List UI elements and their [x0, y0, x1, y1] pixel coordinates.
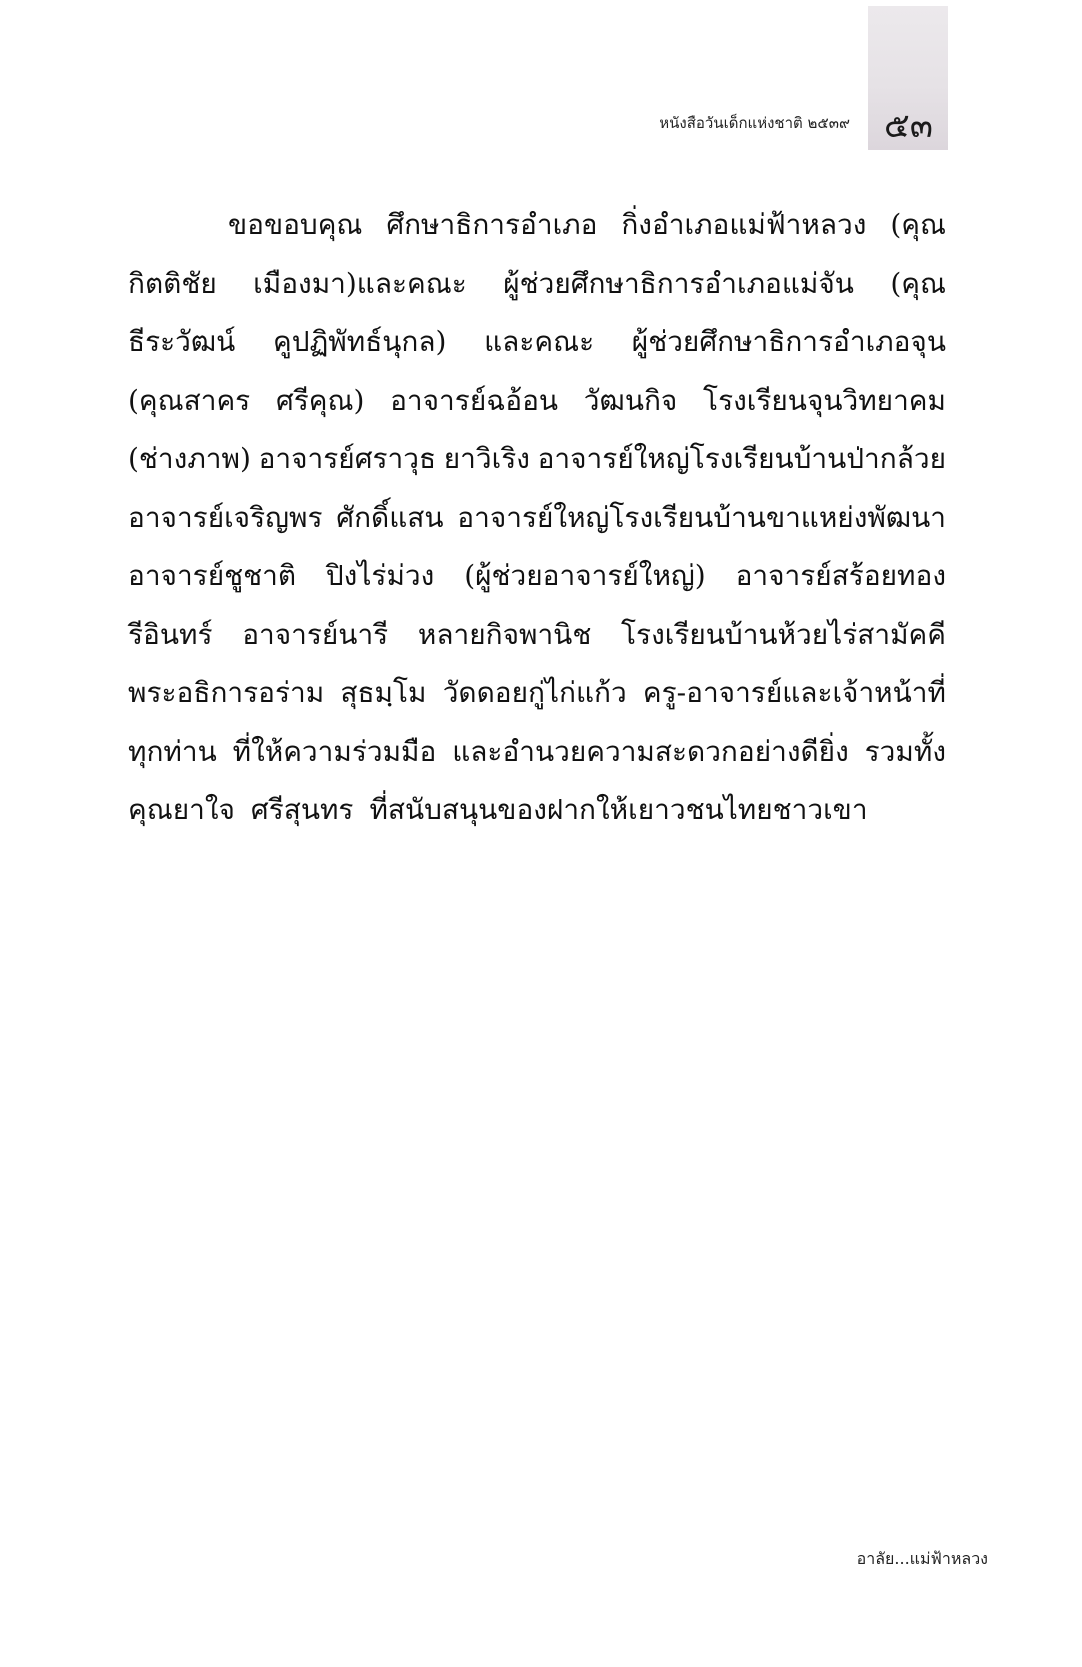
- line-word: (คุณ: [890, 266, 946, 300]
- line-word: ครู-อาจารย์และเจ้าหน้าที่: [642, 676, 946, 709]
- line-word: ยาวิเริง: [443, 442, 530, 475]
- line-word: ธีระวัฒน์: [128, 325, 236, 358]
- line-word: ที่สนับสนุนของฝากให้เยาวชนไทยชาวเขา: [369, 793, 868, 826]
- paragraph-line: [128, 547, 946, 606]
- paragraph-line: [128, 372, 946, 431]
- line-word: (คุณ: [890, 208, 946, 241]
- line-word: โรงเรียนจุนวิทยาคม: [703, 383, 946, 417]
- body-paragraph: [128, 196, 946, 840]
- line-word: ศักดิ์แสน: [336, 500, 444, 534]
- line-word: อาจารย์นารี: [242, 617, 389, 651]
- line-word: (คุณสาคร: [128, 383, 251, 417]
- line-word: วัดดอยกู่ไก่แก้ว: [442, 676, 627, 709]
- paragraph-line: [128, 430, 946, 489]
- line-word: หลายกิจพานิช: [417, 617, 592, 651]
- line-word: พระอธิการอร่าม: [128, 676, 325, 709]
- line-word: (ช่างภาพ): [128, 442, 251, 475]
- line-word: เมืองมา)และคณะ: [253, 266, 467, 300]
- paragraph-line: [128, 606, 946, 665]
- paragraph-line: [128, 313, 946, 372]
- line-word: อาจารย์สร้อยทอง: [735, 559, 946, 592]
- paragraph-line: [128, 781, 946, 840]
- running-header: หนังสือวันเด็กแห่งชาติ ๒๕๓๙: [659, 114, 850, 132]
- page-number: ๕๓: [884, 106, 933, 146]
- line-word: ที่ให้ความร่วมมือ: [232, 734, 437, 768]
- line-word: อาจารย์ใหญ่โรงเรียนบ้านป่ากล้วย: [537, 442, 946, 475]
- line-word: คูปฏิพัทธ์นุกล): [272, 325, 447, 358]
- line-word: ขอขอบคุณ: [228, 208, 363, 241]
- line-word: วัฒนกิจ: [583, 383, 678, 417]
- line-word: อาจารย์ชูชาติ: [128, 559, 297, 592]
- line-word: ผู้ช่วยศึกษาธิการอำเภอจุน: [631, 325, 946, 358]
- line-word: สุธมฺโม: [340, 676, 427, 709]
- line-word: อาจารย์ฉอ้อน: [390, 383, 559, 417]
- line-word: คุณยาใจ: [128, 793, 235, 826]
- line-word: และคณะ: [484, 325, 595, 358]
- line-word: อาจารย์ศราวุธ: [258, 442, 437, 475]
- paragraph-line: [128, 723, 946, 782]
- line-word: รีอินทร์: [128, 617, 213, 651]
- line-word: และอำนวยความสะดวกอย่างดียิ่ง: [452, 734, 849, 768]
- paragraph-line: [128, 489, 946, 548]
- line-word: อาจารย์ใหญ่โรงเรียนบ้านขาแหย่งพัฒนา: [457, 500, 946, 534]
- line-word: ทุกท่าน: [128, 734, 217, 768]
- line-word: กิ่งอำเภอแม่ฟ้าหลวง: [621, 208, 867, 241]
- line-word: ผู้ช่วยศึกษาธิการอำเภอแม่จัน: [503, 266, 854, 300]
- paragraph-line: [128, 255, 946, 314]
- line-word: ศึกษาธิการอำเภอ: [386, 208, 598, 241]
- line-word: รวมทั้ง: [864, 734, 946, 768]
- line-word: ปิงไร่ม่วง: [325, 559, 435, 592]
- paragraph-line: [128, 196, 946, 255]
- paragraph-line: [128, 664, 946, 723]
- line-word: กิตติชัย: [128, 266, 217, 300]
- running-footer: อาลัย...แม่ฟ้าหลวง: [856, 1549, 988, 1568]
- line-word: ศรีสุนทร: [250, 793, 354, 826]
- line-word: ศรีคุณ): [275, 383, 365, 417]
- line-word: อาจารย์เจริญพร: [128, 500, 323, 534]
- line-word: โรงเรียนบ้านห้วยไร่สามัคคี: [621, 617, 946, 651]
- line-word: (ผู้ช่วยอาจารย์ใหญ่): [464, 559, 706, 592]
